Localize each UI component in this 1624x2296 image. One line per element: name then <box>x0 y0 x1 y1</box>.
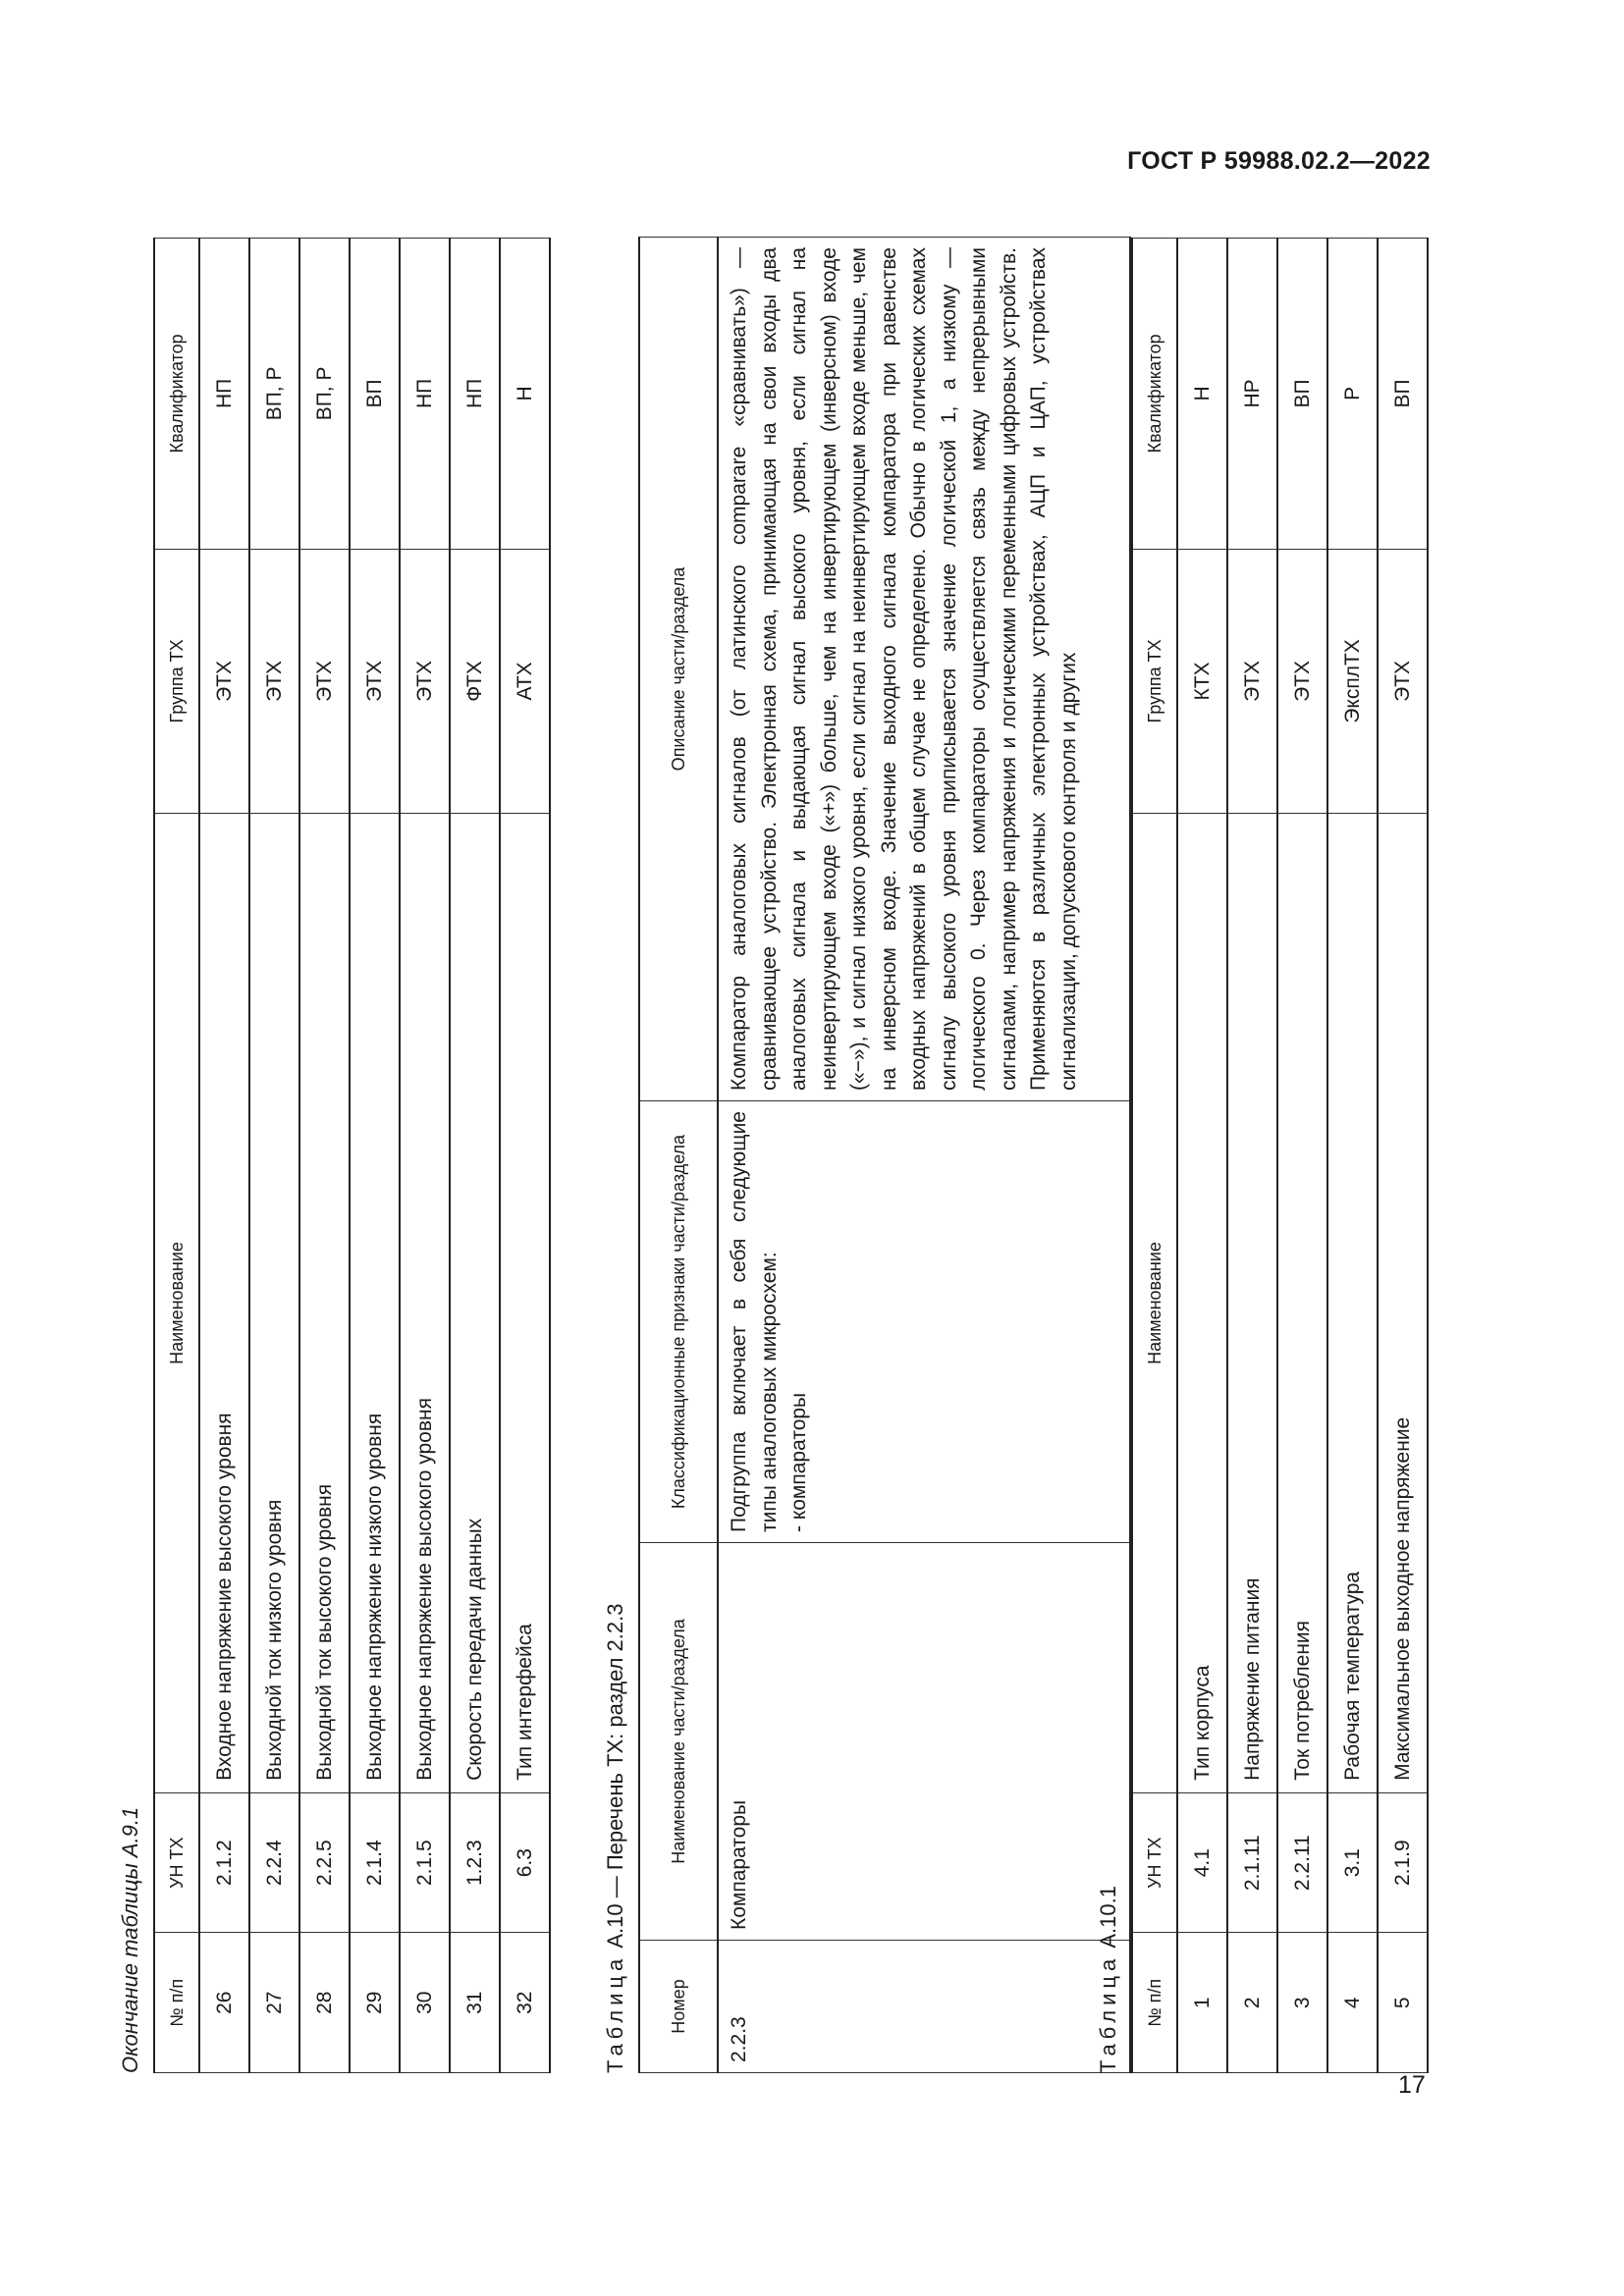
cell: 3 <box>1277 1933 1327 2073</box>
column-header: УН ТХ <box>1132 1792 1177 1933</box>
column-header: Номер <box>639 1941 718 2073</box>
column-header: № п/п <box>154 1933 199 2073</box>
table-row <box>1177 239 1227 2073</box>
page-number: 17 <box>1398 2071 1426 2099</box>
cell: ФТХ <box>450 549 500 813</box>
column-header: Квалификатор <box>1132 239 1177 550</box>
cell: ВП, Р <box>299 239 350 550</box>
cell: 2.2.11 <box>1277 1792 1327 1933</box>
cell: Скорость передачи данных <box>450 814 500 1793</box>
cell: АТХ <box>500 549 550 813</box>
cell: ЭксплТХ <box>1327 549 1378 813</box>
table-a91-caption: Окончание таблицы А.9.1 <box>118 1806 142 2073</box>
column-header: Группа ТХ <box>1132 549 1177 813</box>
cell: Выходной ток низкого уровня <box>249 814 299 1793</box>
table-row <box>450 239 500 2073</box>
cell: Ток потребления <box>1277 814 1327 1793</box>
document-code: ГОСТ Р 59988.02.2—2022 <box>1127 147 1431 175</box>
table-header-row <box>639 238 718 2073</box>
cell: 2.2.4 <box>249 1792 299 1933</box>
cell: НП <box>400 239 450 550</box>
column-header: Наименование <box>1132 814 1177 1793</box>
cell: ВП <box>1378 239 1428 550</box>
cell: 5 <box>1378 1933 1428 2073</box>
cell: ВП, Р <box>249 239 299 550</box>
table-a91 <box>153 238 551 2073</box>
column-header: Описание части/раздела <box>639 238 718 1101</box>
cell: ЭТХ <box>400 549 450 813</box>
cell: ЭТХ <box>199 549 249 813</box>
table-a10 <box>638 237 1131 2073</box>
cell: 2.1.5 <box>400 1792 450 1933</box>
column-header: № п/п <box>1132 1933 1177 2073</box>
caption-text: А.10 — Перечень ТХ: раздел 2.2.3 <box>603 1603 627 1954</box>
table-row <box>1327 239 1378 2073</box>
table-a101-caption <box>1096 1886 1121 2073</box>
column-header: Наименование части/раздела <box>639 1543 718 1941</box>
cell: ВП <box>350 239 400 550</box>
cell: Максимальное выходное напряжение <box>1378 814 1428 1793</box>
cell: Тип корпуса <box>1177 814 1227 1793</box>
cell-classification <box>718 1101 1130 1543</box>
cell: 32 <box>500 1933 550 2073</box>
cell: ВП <box>1277 239 1327 550</box>
cell: КТХ <box>1177 549 1227 813</box>
cell: 1.2.3 <box>450 1792 500 1933</box>
cell: Выходное напряжение высокого уровня <box>400 814 450 1793</box>
cell: Входное напряжение высокого уровня <box>199 814 249 1793</box>
caption-text: А.10.1 <box>1096 1886 1120 1954</box>
cell: Выходное напряжение низкого уровня <box>350 814 400 1793</box>
cell-name: Компараторы <box>718 1543 1130 1941</box>
cell: 4 <box>1327 1933 1378 2073</box>
cell: Выходной ток высокого уровня <box>299 814 350 1793</box>
table-row <box>249 239 299 2073</box>
table-row <box>350 239 400 2073</box>
caption-prefix: Таблица <box>603 1953 627 2073</box>
cell: ЭТХ <box>249 549 299 813</box>
column-header: Классификационные признаки части/раздела <box>639 1101 718 1543</box>
cell: НП <box>199 239 249 550</box>
cell: 2.1.2 <box>199 1792 249 1933</box>
cell: Рабочая температура <box>1327 814 1378 1793</box>
table-row <box>299 239 350 2073</box>
cell: 2 <box>1227 1933 1277 2073</box>
cell: 29 <box>350 1933 400 2073</box>
cell: ЭТХ <box>350 549 400 813</box>
cell: 30 <box>400 1933 450 2073</box>
cell: 3.1 <box>1327 1792 1378 1933</box>
cell: 2.1.9 <box>1378 1792 1428 1933</box>
cell: 26 <box>199 1933 249 2073</box>
classification-text: Подгруппа включает в себя следующие типы аналоговых микросхем: <box>728 1111 781 1532</box>
cell: Н <box>1177 239 1227 550</box>
cell: ЭТХ <box>299 549 350 813</box>
column-header: УН ТХ <box>154 1792 199 1933</box>
cell: ЭТХ <box>1378 549 1428 813</box>
cell: Р <box>1327 239 1378 550</box>
caption-prefix: Таблица <box>1096 1953 1120 2073</box>
table-header-row <box>1132 239 1177 2073</box>
rotated-landscape-content <box>110 90 1426 2073</box>
table-row <box>1378 239 1428 2073</box>
cell: 27 <box>249 1933 299 2073</box>
cell: 6.3 <box>500 1792 550 1933</box>
table-row <box>199 239 249 2073</box>
cell: Тип интерфейса <box>500 814 550 1793</box>
column-header: Квалификатор <box>154 239 199 550</box>
column-header: Группа ТХ <box>154 549 199 813</box>
cell: 2.2.5 <box>299 1792 350 1933</box>
cell: НП <box>450 239 500 550</box>
cell-description: Компаратор аналоговых сигналов (от латинского comparare «сравнивать») — сравнивающее устройство. Электронная схема, принимающая на свои входы два аналоговых сигнала и выдающая сигнал высокого уровня, если сигнал на неинвертирующем входе («+») больше, чем на инвертирующем (инверсном) входе («−»), и сигнал низкого уровня, если сигнал на неинвертирующем входе меньше, чем на инверсном входе. Значение выходного сигнала компаратора при равенстве входных напряжений в общем случае не определено. Обычно в логических схемах сигналу высокого уровня приписывается значение логической 1, а низкому — логического 0. Через компараторы осуществляется связь между непрерывными сигналами, например напряжения и логическими переменными цифровых устройств. Применяются в различных электронных устройствах, АЦП и ЦАП, устройствах сигнализации, допускового контроля и других <box>718 238 1130 1101</box>
table-row <box>1227 239 1277 2073</box>
table-row <box>718 238 1130 2073</box>
cell: 4.1 <box>1177 1792 1227 1933</box>
table-row <box>400 239 450 2073</box>
cell: НР <box>1227 239 1277 550</box>
cell: Н <box>500 239 550 550</box>
cell: 2.1.4 <box>350 1792 400 1933</box>
cell: 2.1.11 <box>1227 1792 1277 1933</box>
cell: 1 <box>1177 1933 1227 2073</box>
table-row <box>500 239 550 2073</box>
classification-item: - компараторы <box>787 1392 810 1532</box>
column-header: Наименование <box>154 814 199 1793</box>
cell: Напряжение питания <box>1227 814 1277 1793</box>
cell: ЭТХ <box>1277 549 1327 813</box>
table-row <box>1277 239 1327 2073</box>
cell: 31 <box>450 1933 500 2073</box>
cell: ЭТХ <box>1227 549 1277 813</box>
table-header-row <box>154 239 199 2073</box>
cell: 28 <box>299 1933 350 2073</box>
table-a10-caption <box>603 1604 628 2073</box>
cell-number: 2.2.3 <box>718 1941 1130 2073</box>
table-a101 <box>1131 238 1429 2073</box>
